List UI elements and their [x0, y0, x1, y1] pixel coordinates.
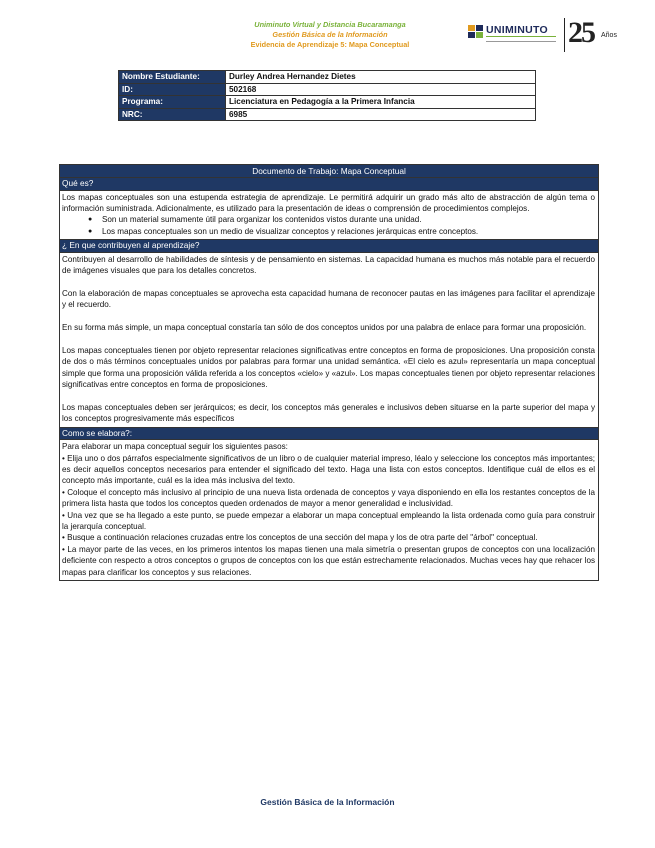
work-document-table: [59, 164, 599, 581]
table-row: [119, 108, 536, 121]
uniminuto-logo: [468, 22, 560, 44]
logo-tagline-lines: [486, 36, 556, 42]
page-header: [210, 20, 450, 50]
paragraph: Los mapas conceptuales deben ser jerárquicos; es decir, los conceptos más generales e inclusivos deben situarse en la parte superior del mapa y los conceptos progresivamente más específicos: [62, 402, 595, 424]
section-body-que-es: [60, 191, 598, 241]
anniversary-text: Años: [601, 32, 617, 39]
header-course: Gestión Básica de la Información: [272, 30, 388, 39]
program-value: Licenciatura en Pedagogía a la Primera Infancia: [226, 96, 536, 109]
document-title: Documento de Trabajo: Mapa Conceptual: [60, 165, 598, 178]
table-row: [119, 96, 536, 109]
list-item: ● Los mapas conceptuales son un medio de visualizar conceptos y relaciones jerárquicas entre conceptos.: [88, 226, 595, 237]
paragraph: Para elaborar un mapa conceptual seguir los siguientes pasos:: [62, 442, 288, 452]
program-label: Programa:: [119, 96, 226, 109]
section-heading-contribucion: ¿ En que contribuyen al aprendizaje?: [60, 240, 598, 253]
paragraph: • Coloque el concepto más inclusivo al principio de una nueva lista ordenada de conceptos y vaya disponiendo en ella los restantes conceptos de la primera lista hasta que todos los conceptos queden ordenados de mayor a menor generalidad e inclusividad.: [62, 487, 595, 509]
paragraph: En su forma más simple, un mapa conceptual constaría tan sólo de dos conceptos unidos por una palabra de enlace para formar una proposición.: [62, 323, 587, 333]
bullet-list: [62, 214, 595, 237]
student-name-label: Nombre Estudiante:: [119, 71, 226, 84]
page-footer: Gestión Básica de la Información: [260, 797, 395, 807]
section-body-contribucion: [60, 253, 598, 428]
paragraph: Los mapas conceptuales tienen por objeto representar relaciones significativas entre conceptos en forma de proposiciones. Una proposición consta de dos o más términos conceptuales unidos por palabras para formar una unidad semántica. «El cielo es azul» representaría un mapa conceptual simple que forma una proposición válida referida a los conceptos «cielo» y «azul». Los mapas conceptuales tienen por objeto representar relaciones significativas entre conceptos en forma de proposiciones.: [62, 345, 595, 390]
paragraph: • La mayor parte de las veces, en los primeros intentos los mapas tienen una mala simetría o presentan grupos de conceptos con una localización deficiente con respecto a otros conceptos o grupos de conceptos con los que están estrechamente relacionados. Muchas veces hay que rehacer los mapas para clarificar los conceptos y sus relaciones.: [62, 544, 595, 577]
header-evidence: Evidencia de Aprendizaje 5: Mapa Conceptual: [250, 40, 410, 49]
student-name-value: Durley Andrea Hernandez Dietes: [226, 71, 536, 84]
table-row: [119, 83, 536, 96]
nrc-label: NRC:: [119, 108, 226, 121]
uniminuto-mark-icon: [468, 25, 484, 39]
student-info-table: [118, 70, 536, 121]
logo-divider: [564, 18, 565, 52]
paragraph: Los mapas conceptuales son una estupenda estrategia de aprendizaje. Le permitirá adquirir un grado más alto de abstracción de algún tema o información suministrada. Adicionalmente, es utilizado para la presentación de ideas o comprensión de procedimientos complejos.: [62, 192, 595, 213]
anniversary-logo: [568, 16, 622, 52]
anniversary-number: 25: [568, 16, 594, 49]
paragraph: • Busque a continuación relaciones cruzadas entre los conceptos de una sección del mapa y los de otra parte del "árbol" conceptual.: [62, 533, 538, 543]
paragraph: • Una vez que se ha llegado a este punto, se puede empezar a elaborar un mapa conceptual empleando la lista ordenada como guía para construir la jerarquía conceptual.: [62, 510, 595, 531]
paragraph: Con la elaboración de mapas conceptuales se aprovecha esta capacidad humana de reconocer pautas en las imágenes para facilitar el aprendizaje y el recuerdo.: [62, 288, 595, 310]
list-item: ● Son un material sumamente útil para organizar los contenidos vistos durante una unidad.: [88, 214, 595, 225]
nrc-value: 6985: [226, 108, 536, 121]
table-row: [119, 71, 536, 84]
student-id-label: ID:: [119, 83, 226, 96]
section-body-elaboracion: [60, 440, 598, 580]
paragraph: Contribuyen al desarrollo de habilidades de síntesis y de pensamiento en sistemas. La capacidad humana es muchos más notable para el recuerdo de imágenes visuales que para los detalles concretos.: [62, 254, 595, 276]
header-institution: Uniminuto Virtual y Distancia Bucaramanga: [254, 20, 406, 29]
section-heading-que-es: Qué es?: [60, 178, 598, 191]
paragraph: • Elija uno o dos párrafos especialmente significativos de un libro o de cualquier material impreso, léalo y seleccione los conceptos más importantes; es decir aquellos conceptos necesarios para entender el significado del texto. Haga una lista con estos conceptos. Identifique cuál de ellos es el concepto más importante, cuál es la idea más inclusiva del texto.: [62, 453, 595, 486]
section-heading-elaboracion: Como se elabora?:: [60, 428, 598, 441]
student-id-value: 502168: [226, 83, 536, 96]
logo-text: UNIMINUTO: [486, 24, 549, 36]
